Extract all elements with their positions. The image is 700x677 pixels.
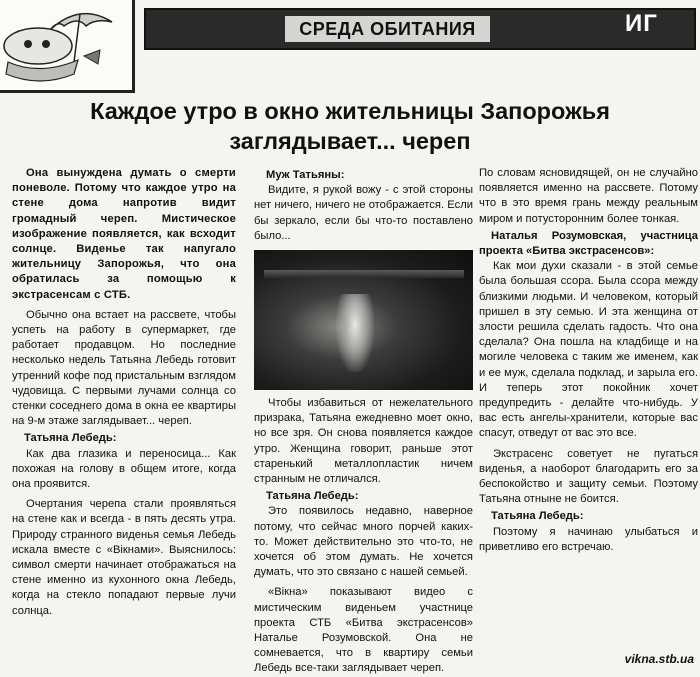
window-frame [264,270,464,278]
quote-paragraph: Поэтому я начинаю улыбаться и приветливо его встречаю. [479,525,698,553]
headline [0,96,700,156]
body-paragraph: Обычно она встает на рассвете, чтобы успеть на работу в супермаркет, где работает продавцом. Но последние несколько недель Татьяна Лебедь готовит утренний кофе под пристальным взглядом чудовища. С первыми лучами солнца со стенки соседнего дома в окна ее квартиры на 9-м этаже заглядывает... череп. [12,308,236,428]
apparition-glow [336,294,374,372]
quote-paragraph: Это появилось недавно, наверное потому, что сейчас много порчей каких-то. Может действительно это что-то, не хочется об этом думать. Не хочется думать, что это связано с нашей семьей. [254,505,473,579]
article-column-2 [254,166,473,677]
body-paragraph: Очертания черепа стали проявляться на стене как и всегда - в пять десять утра. Природу странного виденья семья Лебедь искала вместе с «Вікнами». Выяснилось: символ смерти начинает отображаться на стене именно из кухонного окна Лебедь, когда на стекло попадают первые лучи солнца. [12,498,236,617]
section-label: СРЕДА ОБИТАНИЯ [285,16,490,42]
speaker-label: Татьяна Лебедь: [266,490,359,503]
speaker-label: Татьяна Лебедь: [491,510,584,523]
umbrella-figure-icon [0,0,132,90]
speaker-label: Наталья Розумовская, участница проекта «Битва экстрасенсов»: [479,229,698,258]
speaker-label: Муж Татьяны: [266,169,345,181]
quote-paragraph: Как два глазика и переносица... Как похожая на голову в общем итоге, когда она проявится. [12,447,236,491]
column-logo [0,0,135,93]
lead-paragraph: Она вынуждена думать о смерти поневоле. Потому что каждое утро на стене дома напротив видит громадный череп. Мистическое изображение появляется, как всходит солнце. Виденье так напугало жительницу Запорожья, что она обратилась за помощью к экстрасенсам с СТБ. [12,167,236,301]
body-paragraph: Экстрасенс советует не пугаться виденья, а наоборот благодарить его за беспокойство и защиту семьи. Поэтому Татьяна отныне не боится. [479,447,698,506]
headline-line-2: заглядывает... череп [229,128,471,154]
body-paragraph: По словам ясновидящей, он не случайно появляется именно на рассвете. Потому что в это время грань между реальным миром и потусторонним более тонкая. [479,167,698,225]
section-tag: ИГ [625,10,658,37]
headline-line-1: Каждое утро в окно жительницы Запорожья [90,98,610,124]
quote-paragraph: Как мои духи сказали - в этой семье была большая ссора. Была ссора между близкими людьми. И человеком, который пришел в эту семью. И эта женщина от злости решила сделать гадость. Что она сделала? Она пошла на кладбище и на могиле человека с таким же именем, как и ее муж, сделала подклад, и зарыла его. И теперь этот покойник хочет предупредить - делайте что-нибудь. У вас есть ангелы-хранители, которые вас спасут, отведут от вас это все. [479,260,698,440]
body-paragraph: Чтобы избавиться от нежелательного призрака, Татьяна ежедневно моет окно, но все зря. Он снова появляется каждое утро. Женщина говорит, раньше этот старенький металлопластик ничем странным не отличался. [254,397,473,486]
article-column-3 [479,166,698,555]
article-column-1 [12,166,236,619]
source-credit: vikna.stb.ua [624,652,694,666]
quote-paragraph: Видите, я рукой вожу - с этой стороны нет ничего, ничего не отображается. Если бы зеркало, если бы что-то поставлено было... [254,184,473,242]
speaker-label: Татьяна Лебедь: [24,432,117,445]
skull-photo [254,250,473,390]
body-paragraph: «Вікна» показывают видео с мистическим виденьем участнице проекта СТБ «Битва экстрасенсов» Наталье Розумовской. Она не сомневается, что в квартиру семьи Лебедь все-таки заглядывает череп. [254,586,473,675]
